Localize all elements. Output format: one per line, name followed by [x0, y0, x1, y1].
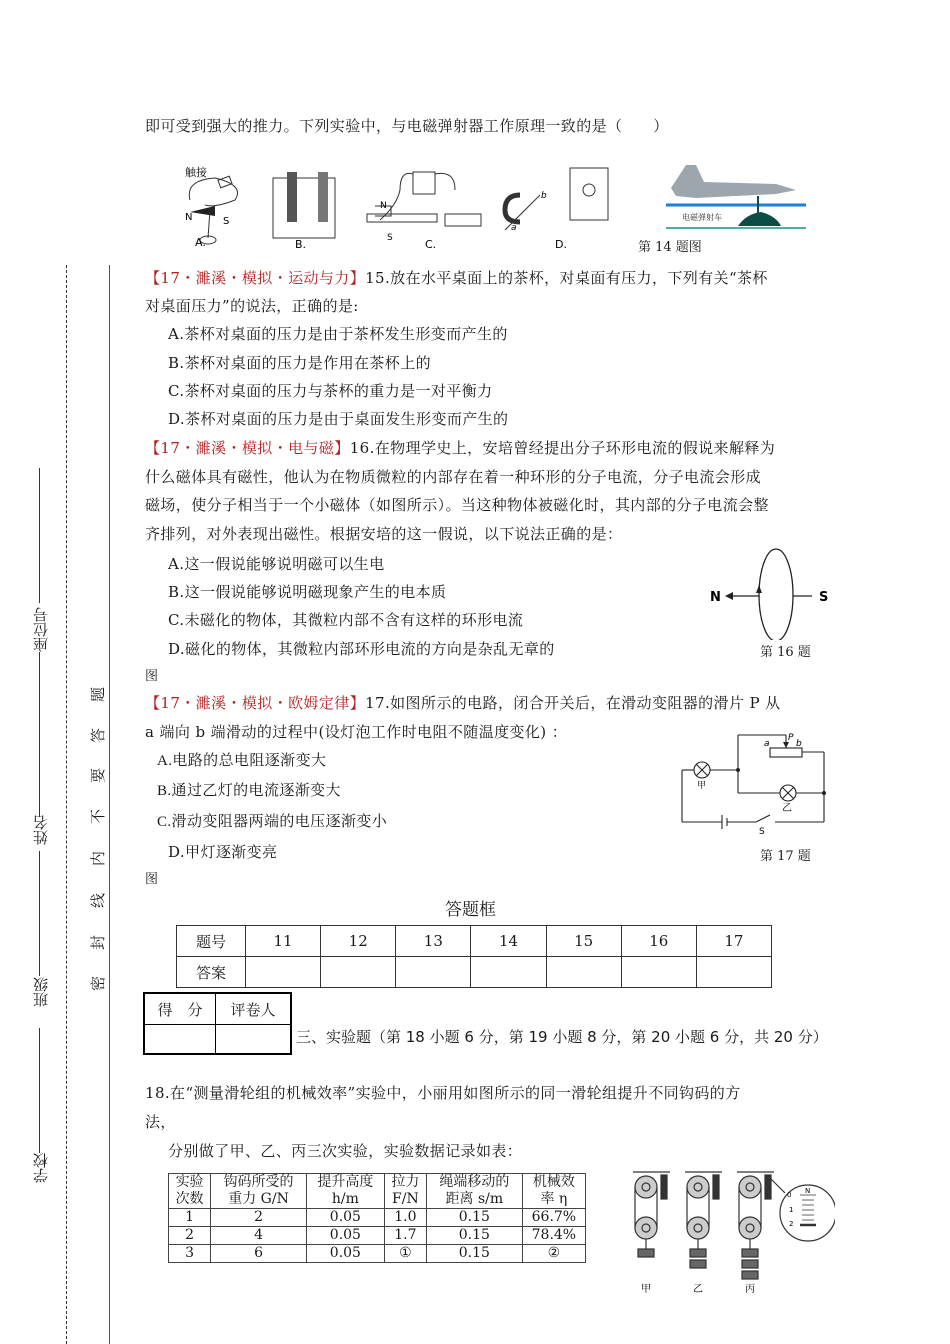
q16-caption-wrap: 图: [145, 669, 159, 684]
table-header: 提升高度 h/m: [306, 1174, 384, 1209]
q15-option-c[interactable]: C.茶杯对桌面的压力与茶杯的重力是一对平衡力: [168, 382, 493, 400]
q14-stem: 即可受到强大的推力。下列实验中，与电磁弹射器工作原理一致的是（ ）: [145, 117, 669, 135]
svg-text:1: 1: [789, 1206, 794, 1214]
q16-stem-line1: [145, 438, 775, 458]
table-cell: 0.05: [306, 1209, 384, 1227]
school-label: 学校: [32, 1153, 50, 1183]
answer-cell-16[interactable]: [621, 957, 696, 988]
q17-stem-text: 17.如图所示的电路，闭合开关后，在滑动变阻器的滑片 P 从: [365, 694, 781, 712]
svg-text:乙: 乙: [782, 803, 792, 814]
svg-text:N: N: [380, 201, 387, 211]
svg-text:a: a: [764, 739, 770, 749]
q16-figure: [700, 545, 835, 640]
answer-cell-14[interactable]: [471, 957, 546, 988]
q17-caption-wrap: 图: [145, 872, 159, 887]
question-number-cell: 17: [696, 926, 771, 957]
answer-box-title: 答题框: [445, 900, 496, 920]
seal-char: 线: [89, 892, 108, 909]
q17-stem-line1: [145, 693, 781, 713]
table-header-row: [169, 1174, 586, 1209]
name-blank[interactable]: [39, 652, 40, 817]
grader-label: 评卷人: [216, 993, 292, 1025]
table-cell: 66.7%: [522, 1209, 585, 1227]
table-cell: 2: [169, 1227, 211, 1245]
seal-char: 内: [89, 850, 108, 867]
score-label: 得 分: [144, 993, 216, 1025]
svg-text:A.: A.: [195, 236, 206, 249]
answer-cell-13[interactable]: [396, 957, 471, 988]
svg-text:b: b: [796, 739, 802, 749]
q17-caption: 第 17 题: [760, 849, 811, 864]
svg-text:N: N: [185, 212, 193, 223]
svg-text:0: 0: [787, 1191, 792, 1199]
pulley-system-icon: [625, 1135, 835, 1295]
q15-stem-line2: 对桌面压力”的说法，正确的是:: [145, 297, 359, 315]
seal-char: 要: [89, 767, 108, 784]
q14-caption: 第 14 题图: [638, 240, 702, 255]
q14-figures: [175, 160, 645, 252]
fold-dashed-line: [66, 265, 67, 1344]
answer-cell-12[interactable]: [321, 957, 396, 988]
svg-text:N: N: [710, 590, 721, 605]
seal-solid-line: [109, 265, 110, 1344]
table-cell: 0.05: [306, 1245, 384, 1263]
table-cell: 6: [211, 1245, 307, 1263]
answer-cell-15[interactable]: [546, 957, 621, 988]
table-row: [169, 1245, 586, 1263]
svg-text:乙: 乙: [693, 1284, 703, 1295]
q17-option-a[interactable]: A.电路的总电阻逐渐变大: [157, 753, 327, 769]
q16-option-d[interactable]: D.磁化的物体，其微粒内部环形电流的方向是杂乱无章的: [168, 640, 555, 658]
table-header: 绳端移动的 距离 s/m: [426, 1174, 522, 1209]
svg-text:b: b: [541, 191, 547, 201]
seal-char: 答: [89, 727, 108, 744]
svg-text:C.: C.: [425, 238, 437, 251]
q15-option-a[interactable]: A.茶杯对桌面的压力是由于茶杯发生形变而产生的: [168, 325, 508, 343]
svg-text:D.: D.: [555, 238, 567, 251]
table-cell: 1: [169, 1209, 211, 1227]
table-header: 钩码所受的 重力 G/N: [211, 1174, 307, 1209]
table-row: [169, 1227, 586, 1245]
svg-text:S: S: [819, 590, 829, 605]
grader-input-cell[interactable]: [216, 1025, 292, 1055]
q16-stem-line4: 齐排列，对外表现出磁性。根据安培的这一假说，以下说法正确的是：: [145, 525, 623, 543]
q17-circuit-figure: [678, 730, 828, 835]
svg-text:2: 2: [789, 1220, 794, 1228]
section-3-heading: 三、实验题（第 18 小题 6 分，第 19 小题 8 分，第 20 小题 6 分，共 20 分）: [296, 1028, 828, 1046]
name-label: 姓名: [32, 815, 50, 845]
table-cell: 4: [211, 1227, 307, 1245]
svg-text:S: S: [223, 216, 230, 227]
q18-stem-line3: 分别做了甲、乙、丙三次实验，实验数据记录如表：: [168, 1142, 523, 1160]
table-cell: 3: [169, 1245, 211, 1263]
molecular-current-loop-icon: [700, 545, 835, 640]
q15-stem-text: 15.放在水平桌面上的茶杯，对桌面有压力，下列有关“茶杯: [365, 269, 768, 287]
class-blank[interactable]: [39, 851, 40, 976]
q15-option-d[interactable]: D.茶杯对桌面的压力是由于桌面发生形变而产生的: [168, 410, 509, 428]
q18-stem-line2: 法，: [145, 1113, 176, 1131]
table-cell: 1.0: [384, 1209, 426, 1227]
q17-source-tag: 【17・濉溪・模拟・欧姆定律】: [145, 694, 366, 712]
question-number-cell: 11: [246, 926, 321, 957]
svg-text:a: a: [511, 223, 517, 233]
blank-cell-1[interactable]: ①: [384, 1245, 426, 1263]
q14-experiment-diagrams-icon: [175, 160, 645, 252]
seal-char: 封: [89, 934, 108, 951]
q17-option-c[interactable]: C.滑动变阻器两端的电压逐渐变小: [157, 814, 388, 830]
svg-text:丙: 丙: [745, 1284, 755, 1295]
q18-stem-line1: 18.在“测量滑轮组的机械效率”实验中，小丽用如图所示的同一滑轮组提升不同钩码的方: [145, 1084, 741, 1102]
table-row: [169, 1209, 586, 1227]
q15-stem-line1: [145, 268, 768, 288]
question-number-cell: 12: [321, 926, 396, 957]
table-cell: 0.15: [426, 1227, 522, 1245]
class-label: 班级: [32, 977, 50, 1007]
blank-cell-2[interactable]: ②: [522, 1245, 585, 1263]
table-cell: 1.7: [384, 1227, 426, 1245]
answer-cell-17[interactable]: [696, 957, 771, 988]
question-number-cell: 15: [546, 926, 621, 957]
question-number-cell: 13: [396, 926, 471, 957]
svg-text:甲: 甲: [641, 1284, 651, 1295]
q16-option-b[interactable]: B.这一假说能够说明磁现象产生的电本质: [168, 583, 447, 601]
table-cell: 2: [211, 1209, 307, 1227]
question-number-cell: 16: [621, 926, 696, 957]
seat-number-label: 座位号: [32, 607, 50, 652]
svg-text:电磁弹射车: 电磁弹射车: [682, 213, 722, 222]
q18-data-table: [168, 1173, 586, 1263]
q16-source-tag: 【17・濉溪・模拟・电与磁】: [145, 439, 350, 457]
svg-text:S: S: [387, 233, 393, 243]
answer-grid-header-row: [177, 926, 772, 957]
answer-cell-11[interactable]: [246, 957, 321, 988]
score-box: [143, 992, 292, 1055]
q15-source-tag: 【17・濉溪・模拟・运动与力】: [145, 269, 366, 287]
svg-text:触接: 触接: [185, 166, 207, 179]
table-header: 机械效 率 η: [522, 1174, 585, 1209]
score-input-cell[interactable]: [144, 1025, 216, 1055]
circuit-diagram-icon: [678, 730, 828, 835]
school-blank[interactable]: [39, 1028, 40, 1153]
q18-pulley-figure: [625, 1135, 835, 1295]
row-label-answer: 答案: [177, 957, 246, 988]
svg-text:N: N: [805, 1187, 811, 1195]
q16-caption: 第 16 题: [760, 645, 811, 660]
seat-number-blank[interactable]: [39, 468, 40, 603]
seal-char: 密: [89, 975, 108, 992]
table-cell: 0.05: [306, 1227, 384, 1245]
svg-text:甲: 甲: [697, 781, 707, 791]
table-header: 拉力 F/N: [384, 1174, 426, 1209]
table-header: 实验 次数: [169, 1174, 211, 1209]
answer-grid-answer-row: [177, 957, 772, 988]
svg-text:S: S: [759, 827, 765, 835]
q15-option-b[interactable]: B.茶杯对桌面的压力是作用在茶杯上的: [168, 354, 431, 372]
q17-option-b[interactable]: B.通过乙灯的电流逐渐变大: [157, 783, 341, 799]
q16-stem-line3: 磁场，使分子相当于一个小磁体（如图所示）。当这种物体被磁化时，其内部的分子电流会整: [145, 496, 769, 514]
q16-option-c[interactable]: C.未磁化的物体，其微粒内部不含有这样的环形电流: [168, 611, 524, 629]
jet-catapult-icon: [666, 160, 806, 232]
q16-stem-text: 16.在物理学史上，安培曾经提出分子环形电流的假说来解释为: [349, 439, 776, 457]
q16-stem-line2: 什么磁体具有磁性，他认为在物质微粒的内部存在着一种环形的分子电流，分子电流会形成: [145, 468, 762, 486]
seal-char: 题: [89, 686, 108, 703]
svg-text:P: P: [788, 733, 794, 743]
table-cell: 0.15: [426, 1209, 522, 1227]
table-cell: 78.4%: [522, 1227, 585, 1245]
svg-text:B.: B.: [295, 238, 307, 251]
q14-jet-figure: [666, 160, 806, 232]
question-number-cell: 14: [471, 926, 546, 957]
q17-option-d[interactable]: D.甲灯逐渐变亮: [168, 843, 278, 861]
q17-stem-line2: a 端向 b 端滑动的过程中(设灯泡工作时电阻不随温度变化) ：: [145, 723, 568, 741]
seal-char: 不: [89, 808, 108, 825]
table-cell: 0.15: [426, 1245, 522, 1263]
row-label-question-number: 题号: [177, 926, 246, 957]
q16-option-a[interactable]: A.这一假说能够说明磁可以生电: [168, 555, 385, 573]
answer-grid: [176, 925, 772, 988]
